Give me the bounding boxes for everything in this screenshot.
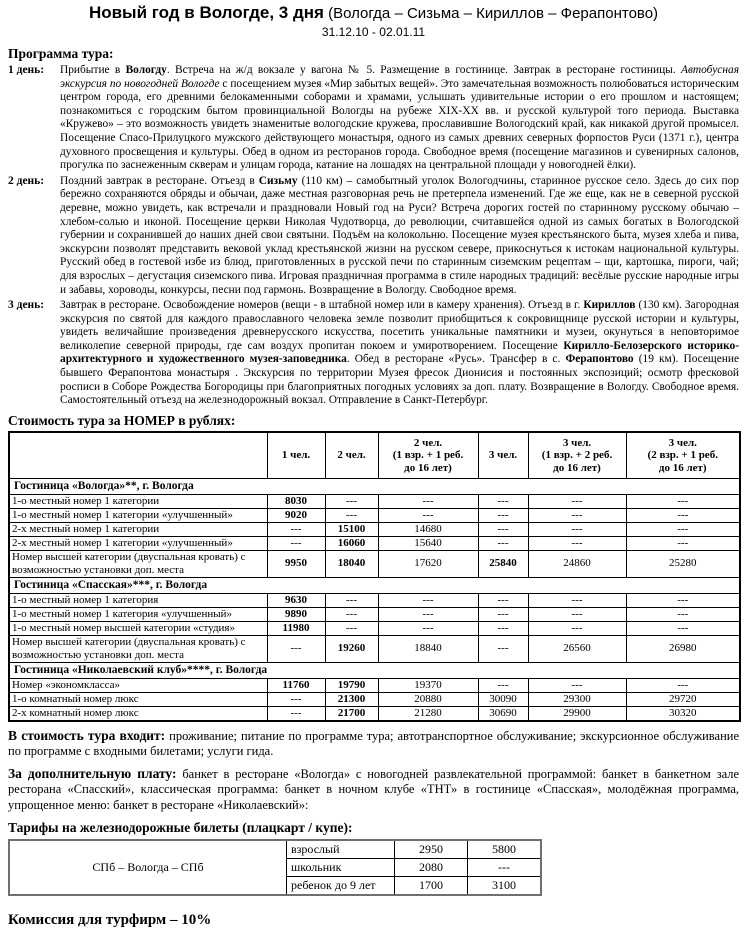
room-type-label: 1-о местный номер 1 категории «улучшенный»	[9, 508, 267, 522]
price-cell: 24860	[528, 550, 626, 577]
price-cell: 16060	[325, 536, 378, 550]
text-run: Сизьму	[258, 174, 298, 187]
price-cell: 11760	[267, 678, 325, 692]
price-cell: ---	[478, 494, 528, 508]
room-type-label: Номер «экономкласса»	[9, 678, 267, 692]
rail-table-body	[9, 840, 541, 895]
price-column-header: 2 чел.	[325, 432, 378, 479]
platzkart-fare-cell: 1700	[395, 877, 468, 896]
extra-paragraph	[8, 766, 739, 814]
passenger-type-label: взрослый	[287, 840, 395, 859]
coupe-fare-cell: 5800	[468, 840, 542, 859]
text-run: Вологду	[125, 64, 167, 76]
price-cell: ---	[626, 607, 740, 621]
page-title	[8, 3, 739, 24]
price-cell: ---	[478, 678, 528, 692]
price-column-header: 1 чел.	[267, 432, 325, 479]
day-3-label: 3 день:	[8, 299, 45, 312]
coupe-fare-cell: ---	[468, 859, 542, 877]
text-run: Кириллов	[583, 299, 636, 312]
price-cell: 15640	[378, 536, 478, 550]
hotel-section-title: Гостиница «Вологда»**, г. Вологда	[9, 478, 740, 494]
hotel-section-title: Гостиница «Николаевский клуб»****, г. Вологда	[9, 662, 740, 678]
price-cell: 29300	[528, 692, 626, 706]
price-cell: 25840	[478, 550, 528, 577]
price-cell: 20880	[378, 692, 478, 706]
room-type-label: 2-х комнатный номер люкс	[9, 706, 267, 721]
price-row	[9, 607, 740, 621]
day-3-text	[60, 299, 739, 408]
price-cell: 17620	[378, 550, 478, 577]
price-row	[9, 550, 740, 577]
rail-tariffs-heading: Тарифы на железнодорожные билеты (плацкарт / купе):	[8, 820, 353, 836]
room-type-label: 1-о местный номер 1 категория	[9, 593, 267, 607]
price-row	[9, 621, 740, 635]
price-cell: ---	[325, 593, 378, 607]
price-table-body	[9, 478, 740, 721]
price-cell: ---	[478, 508, 528, 522]
price-cell: 30690	[478, 706, 528, 721]
price-cell: 18040	[325, 550, 378, 577]
platzkart-fare-cell: 2950	[395, 840, 468, 859]
text-run: с посещением музея «Мир забытых вещей». Это замечательная возможность полюбоваться историческим центром города, его древними белокаменными соборами и храмами, услышать удивительные истории о его прошлом и настоящем; познакомиться с городским бытом провинциальной Вологды на рубеже XIX-XX вв. и русской культурой того периода. Выставка «Кружево» – это возможность увидеть знаменитые вологодские кружева, прославившие Вологодский край, как никакой другой промысел. Посещение Спасо-Прилуцкого мужского действующего монастыря, одного из самых древних северных форпостов Руси (1371 г.), центра духовного просвещения и культуры. Обед в одном из ресторанов города. Свободное время (посещение магазинов и сувенирных салонов, прогулка по заснеженным скверам и улицам города, катание на лошадях на центральной площади у новогодней ёлки).	[60, 77, 739, 172]
day-1-label: 1 день:	[8, 64, 45, 76]
price-cell: 26560	[528, 635, 626, 662]
price-cell: ---	[626, 522, 740, 536]
price-cell: ---	[528, 678, 626, 692]
price-cell: ---	[325, 621, 378, 635]
price-cell: ---	[267, 692, 325, 706]
day-1-block	[8, 64, 739, 173]
price-row	[9, 706, 740, 721]
price-cell: ---	[626, 621, 740, 635]
hotel-section-row	[9, 577, 740, 593]
price-cell: 21280	[378, 706, 478, 721]
price-cell: ---	[528, 522, 626, 536]
text-run: (110 км) – самобытный уголок Вологодчины, старинное русское село. Здесь до сих пор бережно сохраняются обряды и обычаи, даже местная разговорная речь не претерпела изменений. Где же еще, как не в северной русской деревне, можно увидеть, как встречали и праздновали Новый год на Руси? Встреча дорогих гостей по старинному русскому обычаю – хлебом-солью и иконой. Посещение церкви Николая Чудотворца, до революции, считавшейся одной из самых богатых в Вологодской губернии и сохранившей до наших дней свои святыни. Подъём на колокольню. Посещение музея крестьянского быта, музея хлеба и пива, экскурсии позволят представить вековой уклад крестьянской жизни на русском севере, прикоснуться к истокам национальной культуры. Русский обед в гостевой избе из блюд, приготовленных в русской печи по старинным сиземским рецептам – щи, картошка, пироги, чай; для взрослых – дегустация сиземского пива. Игровая праздничная программа в стиле народных традиций: весёлые русские народные игры и забавы, хороводы, конкурсы, песни под гармонь. Возвращение в Вологду. Свободное время.	[60, 174, 739, 296]
room-type-label: 1-о местный номер 1 категории	[9, 494, 267, 508]
text-run: (130 км). Загородная экскурсия по святой для каждого православного человека земле позволит приобщиться к сокровищнице русской истории и культуры, увидеть величайшие произведения древнерусского искусства, посетить уникальные памятники и музеи, окунуться в неповторимое великолепие северной природы, где сам воздух пропитан покоем и умиротворением. Посещение	[60, 299, 739, 352]
price-cell: 21700	[325, 706, 378, 721]
commission-note: Комиссия для турфирм – 10%	[8, 912, 212, 929]
price-cell: ---	[378, 508, 478, 522]
price-cell: ---	[528, 593, 626, 607]
room-type-label: Номер высшей категории (двуспальная кровать) с возможностью установки доп. места	[9, 550, 267, 577]
price-cell: 9630	[267, 593, 325, 607]
room-type-label: 1-о местный номер высшей категории «студия»	[9, 621, 267, 635]
rail-row	[9, 840, 541, 859]
text-run: . Обед в ресторане «Русь». Трансфер в с.	[346, 353, 566, 366]
price-cell: ---	[528, 536, 626, 550]
price-cell: ---	[267, 635, 325, 662]
extra-text: банкет в ресторане «Вологда» с новогодней развлекательной программой: банкет в банкетном зале ресторана «Спасский», классическая программа: банкет в ночном клубе «ТНТ» в гостинице «Спасская», молодёжная программа, упрощенное меню: банкет в ресторане «Николаевский»:	[8, 766, 740, 812]
rail-tariffs-table	[8, 839, 542, 896]
day-2-block	[8, 175, 739, 297]
price-column-header	[9, 432, 267, 479]
price-cell: ---	[378, 593, 478, 607]
hotel-section-row	[9, 662, 740, 678]
text-run: Ферапонтово	[565, 353, 634, 366]
price-cell: ---	[267, 536, 325, 550]
price-cell: 9890	[267, 607, 325, 621]
price-cell: 14680	[378, 522, 478, 536]
room-type-label: 2-х местный номер 1 категории	[9, 522, 267, 536]
price-cell: ---	[528, 494, 626, 508]
price-cell: ---	[267, 706, 325, 721]
coupe-fare-cell: 3100	[468, 877, 542, 896]
text-run: Прибытие в	[60, 64, 126, 76]
text-run: Поздний завтрак в ресторане. Отъезд в	[60, 174, 259, 187]
price-column-header: 3 чел. (1 взр. + 2 реб. до 16 лет)	[528, 432, 626, 479]
price-cell: 15100	[325, 522, 378, 536]
price-cell: ---	[478, 536, 528, 550]
passenger-type-label: ребенок до 9 лет	[287, 877, 395, 896]
price-cell: 25280	[626, 550, 740, 577]
price-cell: 11980	[267, 621, 325, 635]
day-2-text	[60, 175, 739, 297]
room-type-label: 1-о комнатный номер люкс	[9, 692, 267, 706]
price-row	[9, 522, 740, 536]
price-cell: 9020	[267, 508, 325, 522]
price-cell: ---	[528, 508, 626, 522]
tour-dates: 31.12.10 - 02.01.11	[321, 25, 426, 39]
price-cell: ---	[528, 621, 626, 635]
price-cell: 21300	[325, 692, 378, 706]
title-route: (Вологда – Сизьма – Кириллов – Ферапонтово)	[323, 5, 659, 22]
price-row	[9, 593, 740, 607]
price-cell: 19370	[378, 678, 478, 692]
price-cell: ---	[378, 494, 478, 508]
room-type-label: 1-о местный номер 1 категория «улучшенный»	[9, 607, 267, 621]
price-cell: 30090	[478, 692, 528, 706]
program-heading: Программа тура:	[8, 46, 114, 61]
price-cell: ---	[378, 607, 478, 621]
price-row	[9, 635, 740, 662]
price-cell: ---	[478, 522, 528, 536]
text-run: Завтрак в ресторане. Освобождение номеров (вещи - в штабной номер или в камеру хранения). Отъезд в г.	[60, 299, 584, 312]
price-cell: ---	[626, 678, 740, 692]
price-cell: 26980	[626, 635, 740, 662]
price-cell: ---	[267, 522, 325, 536]
price-row	[9, 508, 740, 522]
price-cell: ---	[478, 635, 528, 662]
price-table	[8, 431, 741, 722]
day-2-label: 2 день:	[8, 174, 45, 187]
passenger-type-label: школьник	[287, 859, 395, 877]
hotel-section-title: Гостиница «Спасская»***, г. Вологда	[9, 577, 740, 593]
includes-text: проживание; питание по программе тура; автотранспортное обслуживание; экскурсионное обслуживание по программе с входными билетами; услуги гида.	[8, 728, 739, 759]
price-cell: 8030	[267, 494, 325, 508]
price-cell: ---	[478, 593, 528, 607]
text-run: Кирилло-Белозерского историко-архитектурного и художественного музея-заповедника	[60, 339, 739, 366]
price-cell: ---	[378, 621, 478, 635]
price-table-header-row	[9, 432, 740, 479]
day-1-text	[60, 64, 739, 173]
price-cell: 9950	[267, 550, 325, 577]
price-column-header: 2 чел. (1 взр. + 1 реб. до 16 лет)	[378, 432, 478, 479]
room-type-label: 2-х местный номер 1 категории «улучшенный»	[9, 536, 267, 550]
price-cell: ---	[325, 508, 378, 522]
price-cell: 29900	[528, 706, 626, 721]
text-run: Автобусная экскурсия по новогодней Вологде	[60, 64, 739, 90]
price-cell: ---	[528, 607, 626, 621]
extra-lead: За дополнительную плату:	[8, 765, 177, 781]
price-cell: 19790	[325, 678, 378, 692]
price-cell: ---	[325, 607, 378, 621]
price-cell: ---	[626, 593, 740, 607]
platzkart-fare-cell: 2080	[395, 859, 468, 877]
price-cell: ---	[325, 494, 378, 508]
price-cell: ---	[626, 494, 740, 508]
title-main: Новый год в Вологде, 3 дня	[88, 3, 324, 22]
price-cell: ---	[478, 621, 528, 635]
day-3-block	[8, 299, 739, 408]
hotel-section-row	[9, 478, 740, 494]
price-row	[9, 536, 740, 550]
price-cell: 19260	[325, 635, 378, 662]
price-row	[9, 494, 740, 508]
price-row	[9, 692, 740, 706]
price-cell: ---	[626, 536, 740, 550]
text-run: . Встреча на ж/д вокзале у вагона № 5. Размещение в гостинице. Завтрак в ресторане гостиницы.	[166, 64, 681, 76]
rail-route-cell: СПб – Вологда – СПб	[9, 840, 287, 895]
room-type-label: Номер высшей категории (двуспальная кровать) с возможностью установки доп. места	[9, 635, 267, 662]
price-cell: 29720	[626, 692, 740, 706]
includes-paragraph	[8, 728, 739, 760]
price-table-heading: Стоимость тура за НОМЕР в рублях:	[8, 412, 236, 428]
includes-lead: В стоимость тура входит:	[8, 727, 166, 743]
price-cell: 18840	[378, 635, 478, 662]
price-column-header: 3 чел. (2 взр. + 1 реб. до 16 лет)	[626, 432, 740, 479]
price-cell: ---	[626, 508, 740, 522]
price-cell: ---	[478, 607, 528, 621]
price-row	[9, 678, 740, 692]
price-column-header: 3 чел.	[478, 432, 528, 479]
price-cell: 30320	[626, 706, 740, 721]
text-run: (19 км). Посещение бывшего Ферапонтова монастыря . Экскурсия по территории Музея фресок Дионисия и постоянных экспозиций; осмотр фресковой росписи в Соборе Рождества Богородицы при благоприятных погодных условиях за доп. плату. Возвращение в Вологду. Свободное время. Самостоятельный отъезд на железнодорожный вокзал. Отправление в Санкт-Петербург.	[60, 353, 740, 407]
